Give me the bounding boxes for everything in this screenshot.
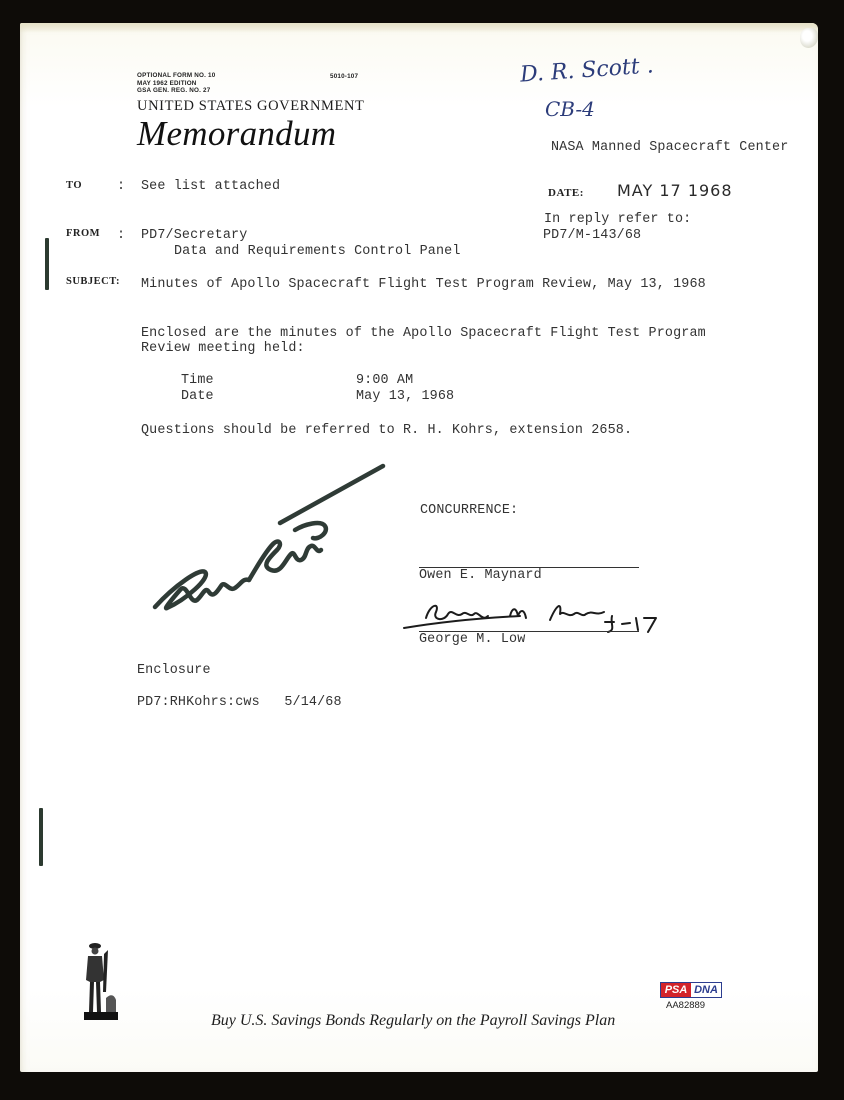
reference-initials: PD7:RHKohrs:cws 5/14/68 bbox=[137, 695, 342, 710]
savings-bond-slogan: Buy U.S. Savings Bonds Regularly on the Payroll Savings Plan bbox=[211, 1012, 616, 1029]
authentication-cert-number: AA82889 bbox=[666, 1000, 706, 1011]
binder-mark-top bbox=[45, 238, 49, 290]
detail-date-label: Date bbox=[181, 389, 214, 404]
enclosure-note: Enclosure bbox=[137, 663, 211, 678]
psa-dna-logo bbox=[660, 982, 722, 998]
from-line-1: PD7/Secretary bbox=[141, 228, 248, 243]
signer-1-name: Owen E. Maynard bbox=[419, 568, 542, 583]
detail-date-value: May 13, 1968 bbox=[356, 389, 455, 404]
body-paragraph-line-1: Enclosed are the minutes of the Apollo Spacecraft Flight Test Program bbox=[141, 326, 706, 341]
autograph-signature bbox=[145, 460, 390, 620]
concurrence-label: CONCURRENCE: bbox=[420, 503, 519, 518]
paper-aging-edge bbox=[20, 23, 818, 33]
minuteman-icon bbox=[80, 940, 122, 1024]
questions-line: Questions should be referred to R. H. Kohrs, extension 2658. bbox=[141, 423, 633, 438]
handwritten-name: D. R. Scott . bbox=[519, 53, 655, 88]
psa-logo-text: PSA bbox=[661, 983, 691, 997]
memo-title: Memorandum bbox=[137, 114, 337, 153]
subject-value: Minutes of Apollo Spacecraft Flight Test Program Review, May 13, 1968 bbox=[141, 277, 706, 292]
date-label: DATE: bbox=[548, 187, 584, 199]
to-colon: : bbox=[117, 179, 126, 194]
body-paragraph-line-2: Review meeting held: bbox=[141, 341, 305, 356]
detail-time-label: Time bbox=[181, 373, 214, 388]
from-label: FROM bbox=[66, 228, 101, 239]
agency-heading: UNITED STATES GOVERNMENT bbox=[137, 98, 365, 114]
dna-logo-text: DNA bbox=[691, 983, 721, 997]
binder-mark-bottom bbox=[39, 808, 43, 866]
to-value: See list attached bbox=[141, 179, 281, 194]
from-colon: : bbox=[117, 228, 126, 243]
date-stamp: MAY 17 1968 bbox=[617, 181, 733, 200]
from-line-2: Data and Requirements Control Panel bbox=[174, 244, 461, 259]
form-number-line-3: GSA GEN. REG. NO. 27 bbox=[137, 87, 211, 94]
form-number-line-2: MAY 1962 EDITION bbox=[137, 79, 197, 87]
reply-label: In reply refer to: bbox=[544, 212, 692, 227]
reply-reference: PD7/M-143/68 bbox=[543, 228, 642, 243]
form-code: 5010-107 bbox=[330, 73, 359, 80]
detail-time-value: 9:00 AM bbox=[356, 373, 414, 388]
signer-2-name: George M. Low bbox=[419, 632, 526, 647]
to-label: TO bbox=[66, 180, 82, 191]
organization: NASA Manned Spacecraft Center bbox=[551, 140, 789, 155]
form-number-line-1: OPTIONAL FORM NO. 10 bbox=[137, 72, 216, 79]
subject-label: SUBJECT: bbox=[66, 276, 120, 287]
handwritten-code: CB-4 bbox=[545, 97, 595, 121]
